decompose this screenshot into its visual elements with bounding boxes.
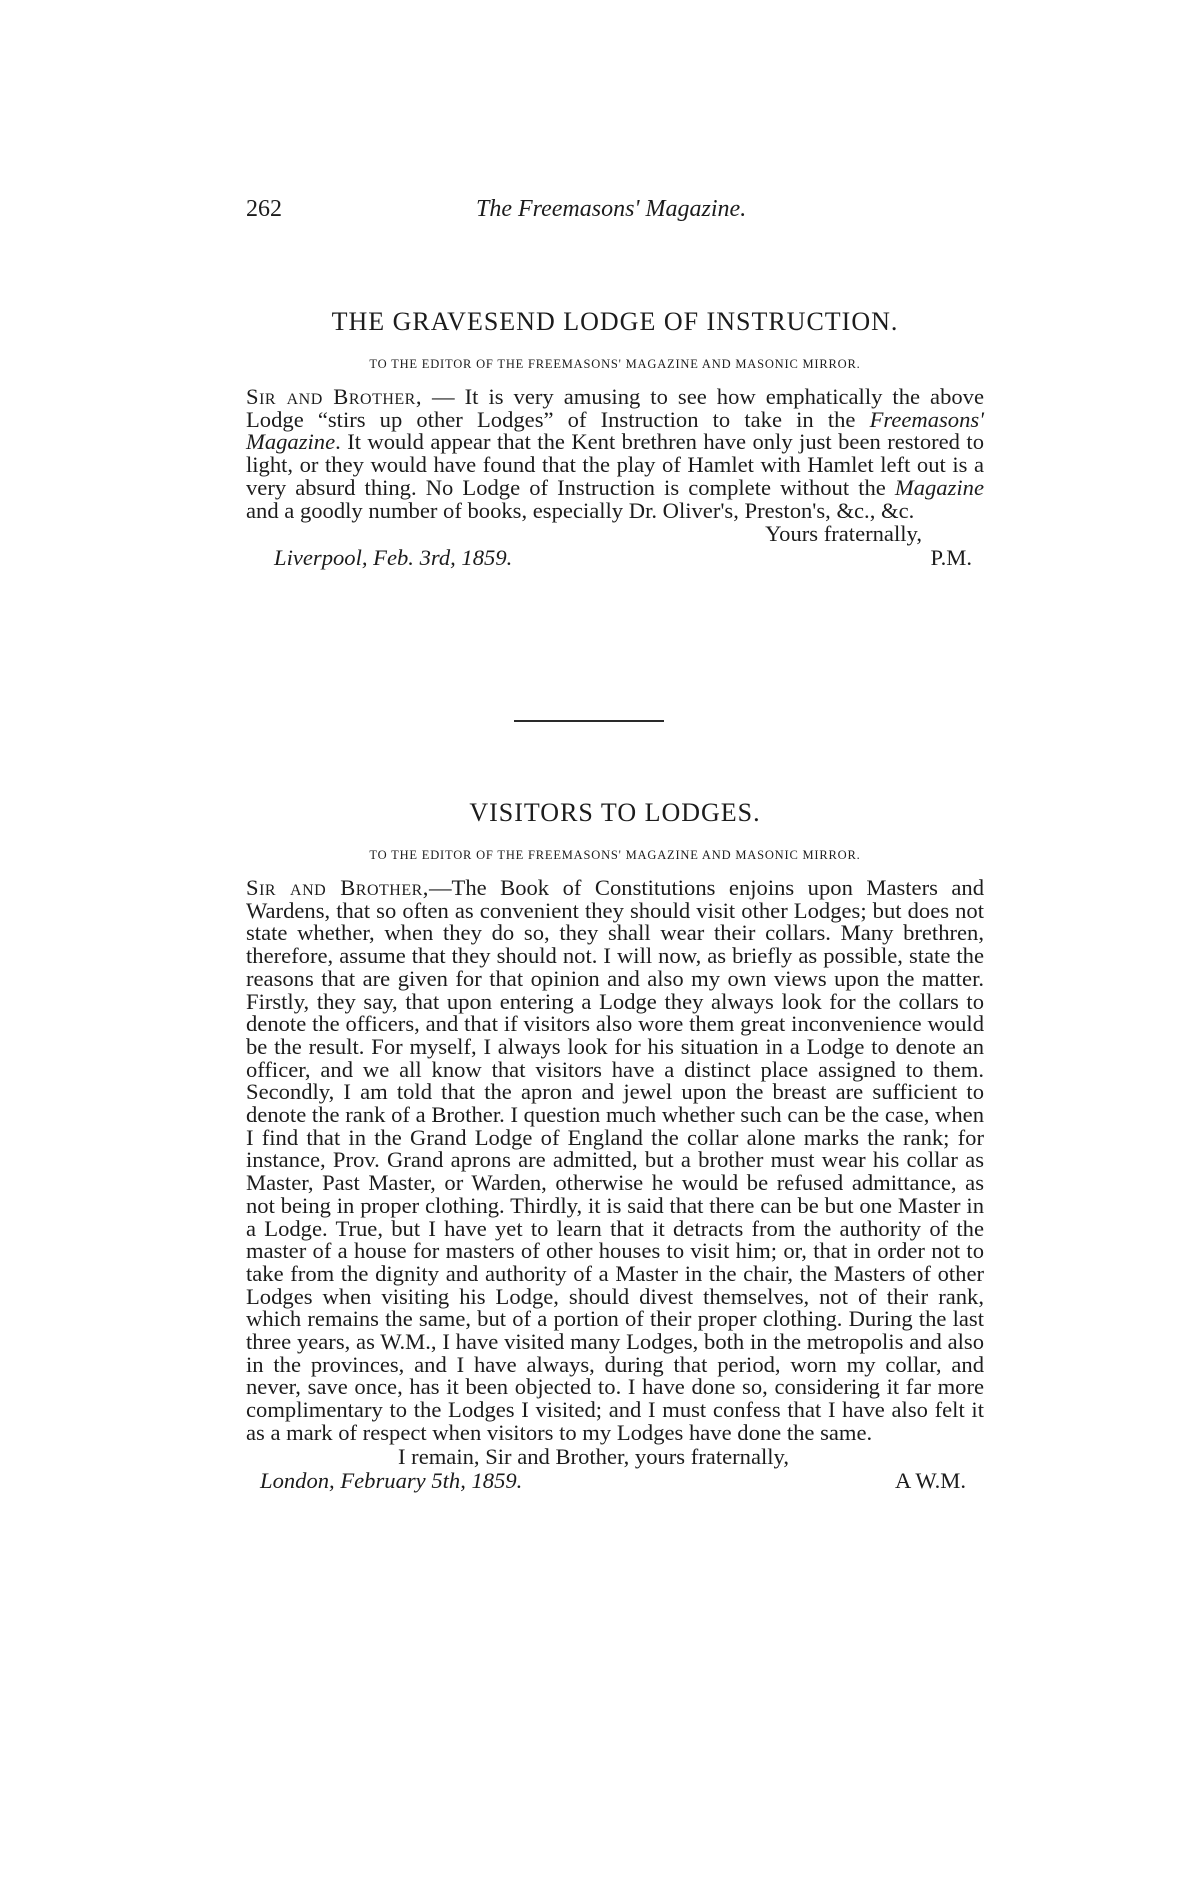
letter-text: —The Book of Constitutions enjoins upon Masters and Wardens, that so often as convenient they should visit other Lodges; but does not state whether, when they do so, they shall wear their collars. Many brethren, therefore, assume that they should not. I will now, as briefly as possible, state the reasons that are given for that opinion and also my own views upon the matter. Firstly, they say, that upon entering a Lodge they always look for the collars to denote the officers, and that if visitors also wore them great inconvenience would be the result. For myself, I always look for his situation in a Lodge to denote an officer, and we all know that visitors have a distinct place assigned to them. Secondly, I am told that the apron and jewel upon the breast are sufficient to denote the rank of a Brother. I question much whether such can be the case, when I find that in the Grand Lodge of England the collar alone marks the rank; for instance, Prov. Grand aprons are admitted, but a brother must wear his collar as Master, Past Master, or Warden, otherwise he would be refused admittance, as not being in proper clothing. Thirdly, it is said that there can be but one Master in a Lodge. True, but I have yet to learn that it detracts from the authority of the master of a house for masters of other houses to visit him; or, that in order not to take from the dignity and authority of a Master in the chair, the Masters of other Lodges when visiting his Lodge, should divest themselves, not of their rank, which remains the same, but of a portion of their proper clothing. During the last three years, as W.M., I have visited many Lodges, both in the metropolis and also in the provinces, and I have always, during that period, worn my collar, and never, save once, has it been objected to. I have done so, considering it far more complimentary to the Lodges I visited; and I must confess that I have also felt it as a mark of respect when visitors to my Lodges have done the same. (246, 875, 984, 1445)
letter-text-2: . It would appear that the Kent brethren have only just been restored to light, or they would have found that the play of Hamlet with Hamlet left out is a very absurd thing. No Lodge of Instruction is complete without the (246, 429, 984, 500)
editor-address: TO THE EDITOR OF THE FREEMASONS' MAGAZINE AND MASONIC MIRROR. (369, 848, 861, 862)
letter-text-1: — It is very amusing to see how emphatically the above Lodge “stirs up other Lodges” of Instruction to take in the (246, 384, 984, 432)
page-number: 262 (246, 196, 282, 222)
closing-row (246, 522, 984, 546)
signature-row (246, 546, 984, 570)
article-title: VISITORS TO LODGES. (469, 798, 761, 827)
signature: P.M. (930, 545, 972, 571)
closing-row (246, 1445, 984, 1469)
salutation: Sir and Brother, (246, 384, 422, 409)
article-visitors-to-lodges (246, 798, 984, 1493)
magazine-short-title: Magazine (894, 474, 984, 500)
letter-text-3: and a goodly number of books, especially Dr. Oliver's, Preston's, &c., &c. (246, 497, 915, 523)
place-date: London, February 5th, 1859. (260, 1467, 523, 1493)
letter-body (246, 877, 984, 1445)
article-gravesend-lodge (246, 307, 984, 570)
closing: I remain, Sir and Brother, yours fraternally, (398, 1443, 790, 1469)
place-date: Liverpool, Feb. 3rd, 1859. (274, 545, 513, 571)
letter-body (246, 386, 984, 522)
editor-address: TO THE EDITOR OF THE FREEMASONS' MAGAZINE AND MASONIC MIRROR. (369, 357, 861, 371)
signature-row (246, 1469, 984, 1493)
salutation: Sir and Brother, (246, 875, 429, 900)
journal-title: The Freemasons' Magazine. (476, 196, 747, 222)
magazine-title: Freemasons' Magazine (246, 406, 984, 455)
signature: A W.M. (895, 1467, 966, 1493)
article-title: THE GRAVESEND LODGE OF INSTRUCTION. (331, 307, 899, 336)
closing: Yours fraternally, (765, 521, 922, 547)
section-divider (514, 720, 664, 722)
running-head (246, 196, 986, 226)
